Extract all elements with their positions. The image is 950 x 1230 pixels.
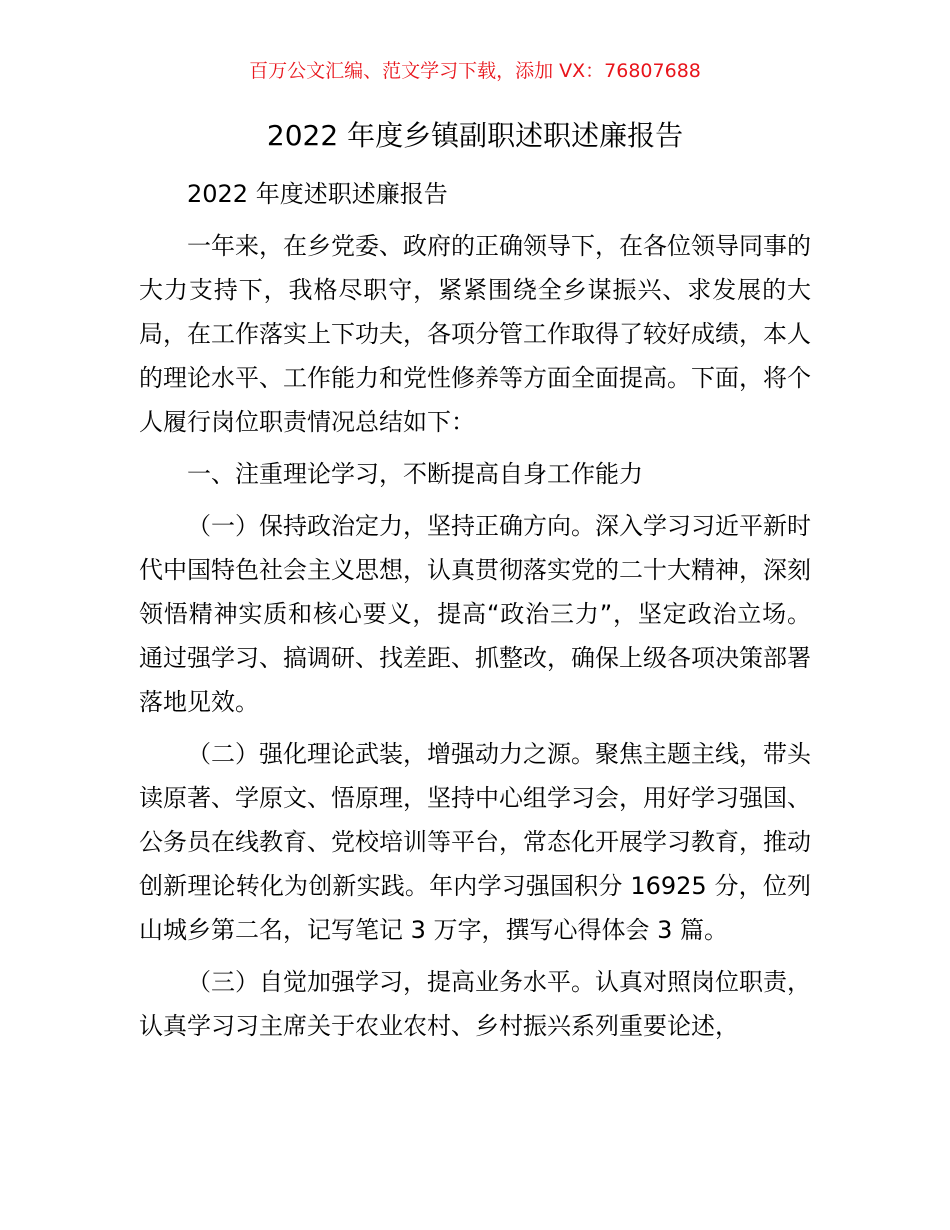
paragraph-item-2: （二）强化理论武装，增强动力之源。聚焦主题主线，带头读原著、学原文、悟原理，坚持中心组学习会，用好学习强国、公务员在线教育、党校培训等平台，常态化开展学习教育，推动创新理论转化为创新实践。年内学习强国积分 16925 分，位列山城乡第二名，记写笔记 3 万字，撰写心得体会 3 篇。	[139, 740, 811, 944]
document-title: 2022 年度乡镇副职述职述廉报告	[266, 119, 684, 152]
document-subtitle: 2022 年度述职述廉报告	[187, 180, 448, 208]
document-body	[139, 172, 811, 1048]
paragraph-item-3: （三）自觉加强学习，提高业务水平。认真对照岗位职责，认真学习习主席关于农业农村、乡村振兴系列重要论述，	[139, 968, 811, 1040]
header-watermark-note: 百万公文汇编、范文学习下载，添加 VX：76807688	[249, 60, 701, 82]
section-heading-1: 一、注重理论学习，不断提高自身工作能力	[187, 460, 643, 488]
paragraph-intro: 一年来，在乡党委、政府的正确领导下，在各位领导同事的大力支持下，我格尽职守，紧紧围绕全乡谋振兴、求发展的大局，在工作落实上下功夫，各项分管工作取得了较好成绩，本人的理论水平、工作能力和党性修养等方面全面提高。下面，将个人履行岗位职责情况总结如下：	[139, 232, 811, 436]
paragraph-item-1: （一）保持政治定力，坚持正确方向。深入学习习近平新时代中国特色社会主义思想，认真贯彻落实党的二十大精神，深刻领悟精神实质和核心要义，提高“政治三力”，坚定政治立场。通过强学习、搞调研、找差距、抓整改，确保上级各项决策部署落地见效。	[139, 512, 811, 716]
